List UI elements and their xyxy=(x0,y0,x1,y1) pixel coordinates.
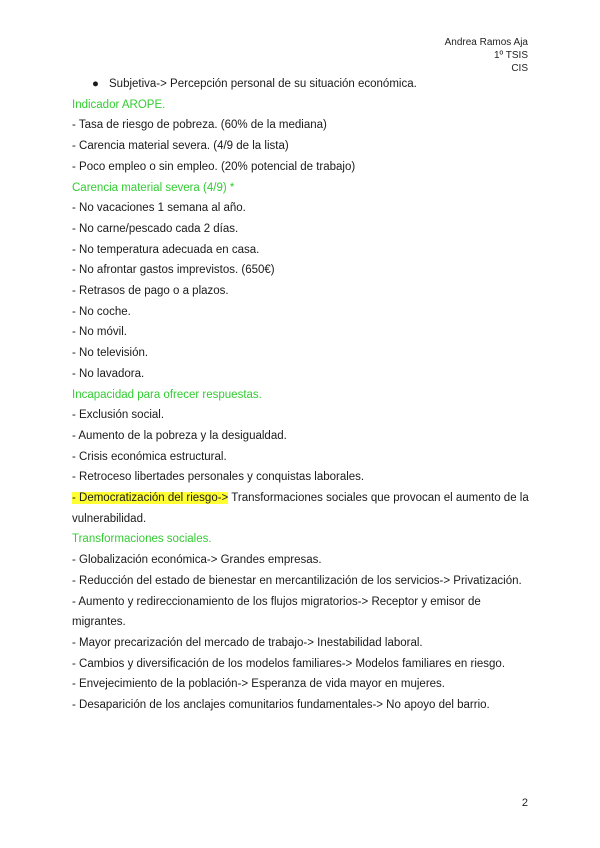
list-item: - Cambios y diversificación de los modelos familiares-> Modelos familiares en riesgo. xyxy=(72,657,506,670)
list-item: - Carencia material severa. (4/9 de la lista) xyxy=(72,140,289,153)
highlighted-item-rest: Transformaciones sociales que provocan el aumento de la vulnerabilidad. xyxy=(72,492,529,525)
list-item: - Aumento de la pobreza y la desigualdad. xyxy=(72,429,287,442)
page-number: 2 xyxy=(521,797,528,809)
list-item: - No carne/pescado cada 2 días. xyxy=(72,222,239,235)
list-item: - Aumento y redireccionamiento de los flujos migratorios-> Receptor y emisor de migrantes. xyxy=(72,595,481,629)
section-title-incapacidad: Incapacidad para ofrecer respuestas. xyxy=(72,388,262,401)
list-item: - Crisis económica estructural. xyxy=(72,450,227,463)
section-title-arope: Indicador AROPE. xyxy=(72,98,166,111)
list-item: - Poco empleo o sin empleo. (20% potencial de trabajo) xyxy=(72,160,356,173)
document-body xyxy=(72,74,532,716)
section-title-transformaciones: Transformaciones sociales. xyxy=(72,533,212,546)
list-item: - Reducción del estado de bienestar en mercantilización de los servicios-> Privatización. xyxy=(72,574,522,587)
list-item: - No coche. xyxy=(72,305,131,318)
highlighted-term: - Democratización del riesgo-> xyxy=(72,492,229,505)
list-item: - Globalización económica-> Grandes empresas. xyxy=(72,554,322,567)
list-item: - No afrontar gastos imprevistos. (650€) xyxy=(72,264,275,277)
list-item: - Mayor precarización del mercado de trabajo-> Inestabilidad laboral. xyxy=(72,636,423,649)
list-item: - No temperatura adecuada en casa. xyxy=(72,243,260,256)
bullet-item xyxy=(72,74,532,95)
list-item: - Retroceso libertades personales y conquistas laborales. xyxy=(72,471,365,484)
highlighted-list-item xyxy=(72,488,532,529)
list-item: - No televisión. xyxy=(72,347,149,360)
course-label: 1º TSIS xyxy=(493,50,528,61)
bullet-text: Subjetiva-> Percepción personal de su situación económica. xyxy=(109,78,417,90)
page-header xyxy=(445,36,528,75)
bullet-dot-icon: ● xyxy=(92,78,99,90)
list-item: - No lavadora. xyxy=(72,367,145,380)
list-item: - No móvil. xyxy=(72,326,127,339)
list-item: - Desaparición de los anclajes comunitarios fundamentales-> No apoyo del barrio. xyxy=(72,699,490,712)
list-item: - Tasa de riesgo de pobreza. (60% de la mediana) xyxy=(72,119,327,132)
section-title-carencia: Carencia material severa (4/9) * xyxy=(72,181,235,194)
author-name: Andrea Ramos Aja xyxy=(444,37,528,48)
subject-label: CIS xyxy=(511,63,528,74)
list-item: - Exclusión social. xyxy=(72,409,165,422)
list-item: - Envejecimiento de la población-> Esperanza de vida mayor en mujeres. xyxy=(72,678,445,691)
list-item: - Retrasos de pago o a plazos. xyxy=(72,285,229,298)
list-item: - No vacaciones 1 semana al año. xyxy=(72,202,246,215)
